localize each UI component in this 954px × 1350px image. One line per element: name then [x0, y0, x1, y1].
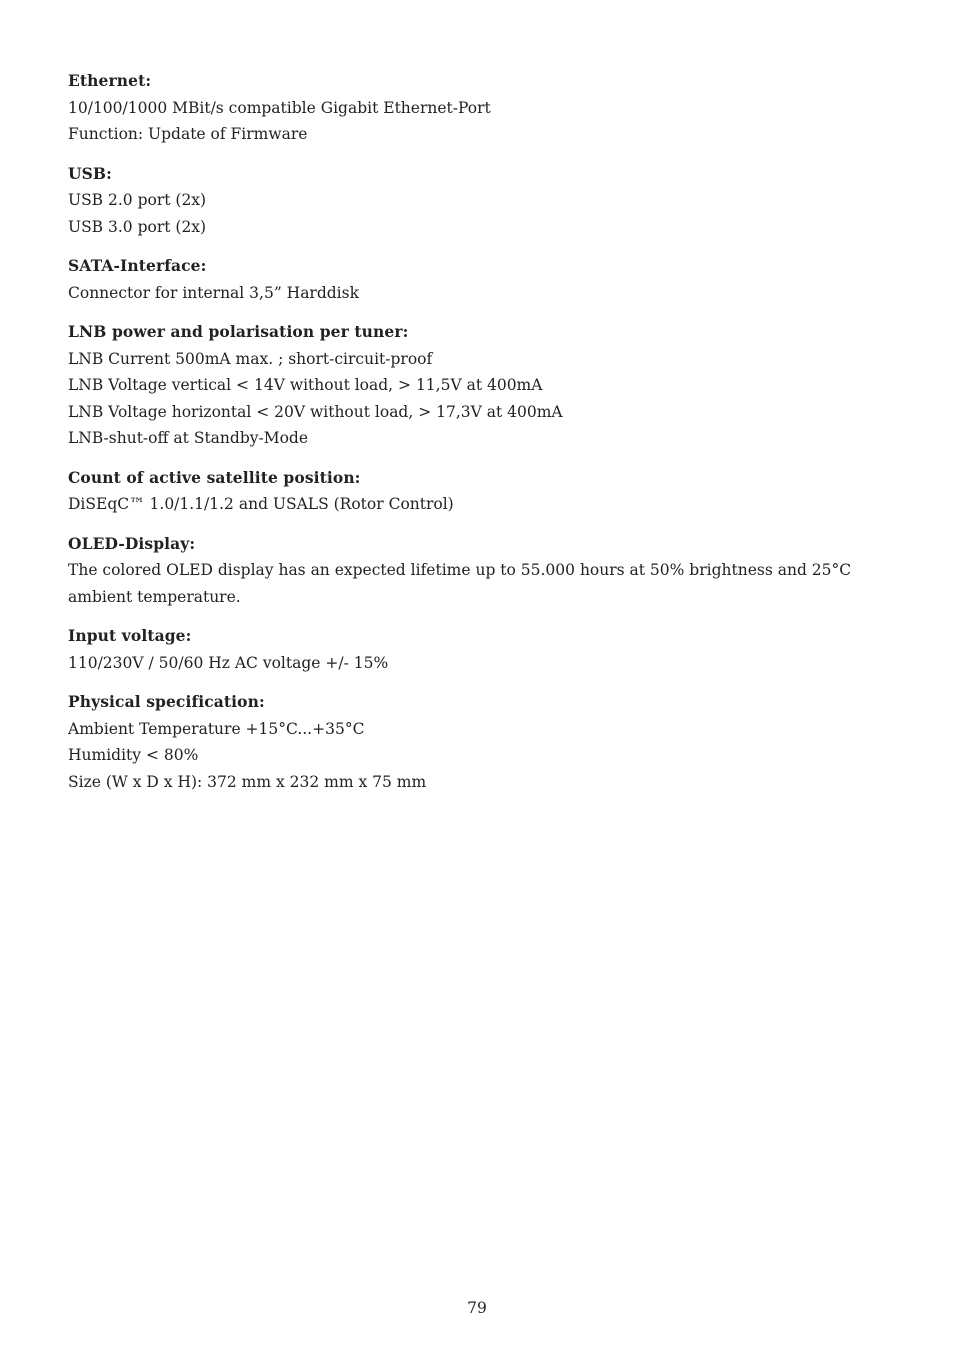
section-line: 10/100/1000 MBit/s compatible Gigabit Ethernet-Port [68, 98, 491, 117]
section-title: Ethernet: [68, 71, 152, 90]
section-title: Input voltage: [68, 626, 192, 645]
section-title: SATA-Interface: [68, 256, 207, 275]
section-sata-interface [68, 253, 898, 306]
section-title: OLED-Display: [68, 533, 196, 553]
section-line: DiSEqC™ 1.0/1.1/1.2 and USALS (Rotor Control) [68, 495, 454, 513]
section-satellite-position [68, 465, 898, 518]
section-line: Size (W x D x H): 372 mm x 232 mm x 75 mm [68, 772, 427, 791]
section-line: LNB Voltage vertical < 14V without load, > 11,5V at 400mA [68, 376, 543, 394]
section-title: USB: [68, 163, 112, 183]
section-usb [68, 161, 898, 241]
section-input-voltage [68, 623, 898, 676]
section-title: Count of active satellite position: [68, 467, 361, 487]
section-oled-display [68, 531, 898, 611]
section-line: LNB Current 500mA max. ; short-circuit-proof [68, 349, 433, 368]
section-physical-specification [68, 689, 898, 795]
section-line: LNB Voltage horizontal < 20V without load, > 17,3V at 400mA [68, 402, 563, 421]
section-title: LNB power and polarisation per tuner: [68, 322, 409, 341]
section-line: USB 3.0 port (2x) [68, 217, 207, 236]
section-line: 110/230V / 50/60 Hz AC voltage +/- 15% [68, 653, 389, 672]
section-line: USB 2.0 port (2x) [68, 191, 207, 209]
section-line: LNB-shut-off at Standby-Mode [68, 429, 309, 447]
section-line: Humidity < 80% [68, 746, 199, 764]
section-line: Ambient Temperature +15°C...+35°C [68, 719, 365, 738]
section-line: Connector for internal 3,5” Harddisk [68, 283, 359, 302]
section-lnb-power [68, 319, 898, 452]
section-ethernet [68, 68, 898, 148]
section-paragraph: The colored OLED display has an expected lifetime up to 55.000 hours at 50% brightness and 25°C ambient temperature. [68, 561, 852, 606]
section-title: Physical specification: [68, 692, 265, 711]
page-number: 79 [467, 1299, 487, 1317]
section-line: Function: Update of Firmware [68, 125, 308, 143]
page-content [68, 68, 898, 808]
